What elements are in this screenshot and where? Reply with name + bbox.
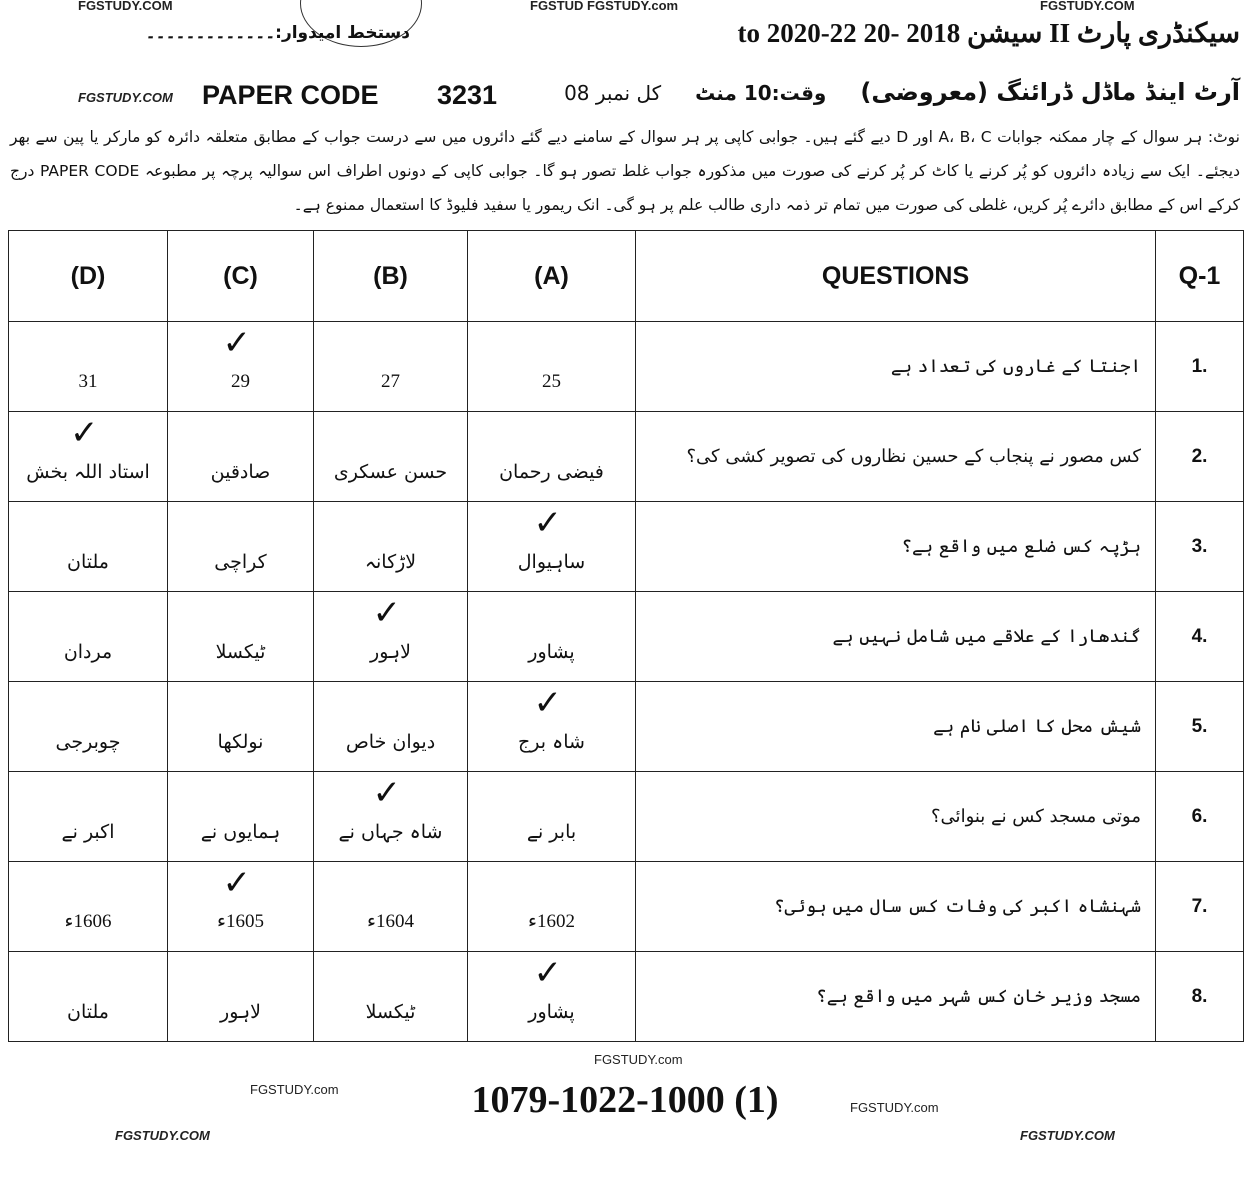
question-text: گندھارا کے علاقے میں شامل نہیں ہے — [636, 592, 1156, 682]
table-row — [9, 862, 1244, 952]
candidate-signature-label: دستخط امیدوار:۔۔۔۔۔۔۔۔۔۔۔۔۔ — [145, 23, 410, 43]
paper-code: 3231 — [437, 80, 498, 110]
option-b-cell — [314, 862, 468, 952]
option-c-cell — [168, 862, 314, 952]
option-b-cell — [314, 322, 468, 412]
watermark: FGSTUDY.COM — [78, 90, 173, 105]
watermark: FGSTUDY.COM — [1020, 1128, 1115, 1143]
question-text: موتی مسجد کس نے بنوائی؟ — [636, 772, 1156, 862]
header-question-number: Q-1 — [1156, 231, 1244, 322]
option-a-cell — [468, 862, 636, 952]
option-a-cell — [468, 592, 636, 682]
header-questions: QUESTIONS — [636, 231, 1156, 322]
option-c-cell — [168, 502, 314, 592]
main-content — [0, 120, 1250, 1163]
option-b-text: لاڑکانہ — [364, 550, 417, 573]
option-c-text: نولکھا — [217, 730, 264, 753]
watermark: FGSTUDY.com — [250, 1082, 339, 1097]
option-b-cell — [314, 412, 468, 502]
option-a-cell — [468, 952, 636, 1042]
option-a-text: ساہیوال — [517, 550, 586, 573]
option-d-cell — [9, 682, 168, 772]
watermark: FGSTUDY.COM — [78, 0, 173, 13]
option-d-cell — [9, 952, 168, 1042]
option-d-text: چوبرجی — [55, 730, 121, 753]
table-row — [9, 322, 1244, 412]
paper-code-label: PAPER CODE — [202, 80, 379, 110]
option-b-cell — [314, 592, 468, 682]
option-b-cell — [314, 952, 468, 1042]
option-b-text: حسن عسکری — [333, 460, 448, 483]
option-d-cell — [9, 502, 168, 592]
option-c-text: 1605ء — [217, 910, 264, 932]
option-d-text: ملتان — [67, 1000, 109, 1023]
check-mark-icon: ✓ — [533, 683, 562, 723]
watermark: FGSTUDY.COM — [115, 1128, 210, 1143]
option-b-text: دیوان خاص — [345, 730, 436, 753]
question-number: 6. — [1156, 772, 1244, 862]
header-option-c: (C) — [168, 231, 314, 322]
header-option-b: (B) — [314, 231, 468, 322]
check-mark-icon: ✓ — [372, 593, 401, 633]
option-c-cell — [168, 682, 314, 772]
table-row — [9, 682, 1244, 772]
option-b-text: 27 — [381, 370, 400, 392]
option-c-text: لاہور — [220, 1000, 261, 1023]
subject-row — [564, 78, 1240, 106]
option-d-text: استاد اللہ بخش — [26, 460, 150, 483]
question-number: 1. — [1156, 322, 1244, 412]
option-c-cell — [168, 772, 314, 862]
option-d-cell — [9, 772, 168, 862]
total-marks: کل نمبر 08 — [564, 81, 662, 105]
option-a-text: بابر نے — [526, 820, 577, 843]
option-d-text: ملتان — [67, 550, 109, 573]
header-option-a: (A) — [468, 231, 636, 322]
option-d-text: اکبر نے — [61, 820, 115, 843]
watermark: FGSTUDY.com — [850, 1100, 939, 1115]
option-c-cell — [168, 322, 314, 412]
mcq-table — [8, 230, 1244, 1042]
option-a-cell — [468, 322, 636, 412]
paper-serial-code: 1079-1022-1000 (1) — [471, 1079, 779, 1121]
question-text: مسجد وزیر خان کس شہر میں واقع ہے؟ — [636, 952, 1156, 1042]
option-d-text: مردان — [63, 640, 113, 663]
table-row — [9, 952, 1244, 1042]
watermark: FGSTUDY.com — [594, 1052, 683, 1067]
question-number: 5. — [1156, 682, 1244, 772]
check-mark-icon: ✓ — [372, 773, 401, 813]
option-c-cell — [168, 412, 314, 502]
check-mark-icon: ✓ — [70, 413, 99, 453]
option-b-cell — [314, 772, 468, 862]
question-number: 2. — [1156, 412, 1244, 502]
option-c-text: کراچی — [214, 550, 267, 573]
subject-title: آرٹ اینڈ ماڈل ڈرائنگ (معروضی) — [860, 78, 1240, 106]
option-a-text: شاہ برج — [518, 730, 585, 753]
instructions-note: نوٹ: ہر سوال کے چار ممکنہ جوابات A، B، C اور D دیے گئے ہیں۔ جوابی کاپی پر ہر سوال کے سامنے دیے گئے دائروں میں سے درست جواب کے مطابق متعلقہ دائرہ کو مارکر یا پین سے بھر دیجئے۔ ایک سے زیادہ دائروں کو پُر کرنے یا کاٹ کر پُر کرنے کی صورت میں مذکورہ جواب غلط تصور ہو گا۔ جوابی کاپی کے دونوں اطراف اس سوالیہ پرچہ پر مطبوعہ PAPER CODE درج کرکے اس کے مطابق دائرے پُر کریں، غلطی کی صورت میں تمام تر ذمہ داری طالب علم پر ہو گی۔ انک ریمور یا سفید فلیوڈ کا استعمال ممنوع ہے۔ — [10, 128, 1240, 214]
watermark: FGSTUDY.COM — [1040, 0, 1135, 13]
header-option-d: (D) — [9, 231, 168, 322]
question-number: 8. — [1156, 952, 1244, 1042]
footer — [0, 1048, 1250, 1163]
option-c-text: ٹیکسلا — [215, 640, 266, 663]
option-c-text: صادقین — [210, 460, 271, 483]
time-allowed: وقت:10 منٹ — [695, 81, 827, 105]
option-a-text: 25 — [542, 370, 561, 392]
option-a-cell — [468, 682, 636, 772]
question-text: ہڑپہ کس ضلع میں واقع ہے؟ — [636, 502, 1156, 592]
question-text: کس مصور نے پنجاب کے حسین نظاروں کی تصویر کشی کی؟ — [636, 412, 1156, 502]
check-mark-icon: ✓ — [533, 503, 562, 543]
option-a-cell — [468, 772, 636, 862]
option-a-text: فیضی رحمان — [499, 460, 604, 483]
option-d-text: 31 — [78, 370, 98, 392]
table-row — [9, 502, 1244, 592]
table-row — [9, 412, 1244, 502]
question-number: 4. — [1156, 592, 1244, 682]
question-text: شہنشاہ اکبر کی وفات کس سال میں ہوئی؟ — [636, 862, 1156, 952]
option-a-cell — [468, 502, 636, 592]
question-text: شیش محل کا اصلی نام ہے — [636, 682, 1156, 772]
option-b-cell — [314, 682, 468, 772]
table-row — [9, 592, 1244, 682]
question-number: 3. — [1156, 502, 1244, 592]
option-b-text: شاہ جہاں نے — [338, 820, 443, 843]
option-c-cell — [168, 592, 314, 682]
watermark: FGSTUD FGSTUDY.com — [530, 0, 679, 13]
option-d-text: 1606ء — [64, 910, 112, 932]
option-d-cell — [9, 412, 168, 502]
question-number: 7. — [1156, 862, 1244, 952]
check-mark-icon: ✓ — [222, 323, 251, 363]
option-b-text: لاہور — [370, 640, 411, 663]
option-b-text: 1604ء — [367, 910, 414, 932]
option-d-cell — [9, 862, 168, 952]
option-b-cell — [314, 502, 468, 592]
option-a-text: پشاور — [528, 1000, 575, 1023]
option-a-cell — [468, 412, 636, 502]
option-c-cell — [168, 952, 314, 1042]
question-text: اجنتا کے غاروں کی تعداد ہے — [636, 322, 1156, 412]
option-c-text: 29 — [231, 370, 250, 392]
option-b-text: ٹیکسلا — [365, 1000, 416, 1023]
check-mark-icon: ✓ — [533, 953, 562, 993]
table-row — [9, 772, 1244, 862]
check-mark-icon: ✓ — [222, 863, 251, 903]
option-a-text: پشاور — [528, 640, 575, 663]
option-c-text: ہمایوں نے — [200, 820, 281, 843]
table-header-row — [9, 231, 1244, 322]
option-d-cell — [9, 322, 168, 412]
option-a-text: 1602ء — [528, 910, 575, 932]
class-title: سیکنڈری پارٹ II سیشن 2018 -20 to 2020-22 — [737, 18, 1240, 48]
option-d-cell — [9, 592, 168, 682]
